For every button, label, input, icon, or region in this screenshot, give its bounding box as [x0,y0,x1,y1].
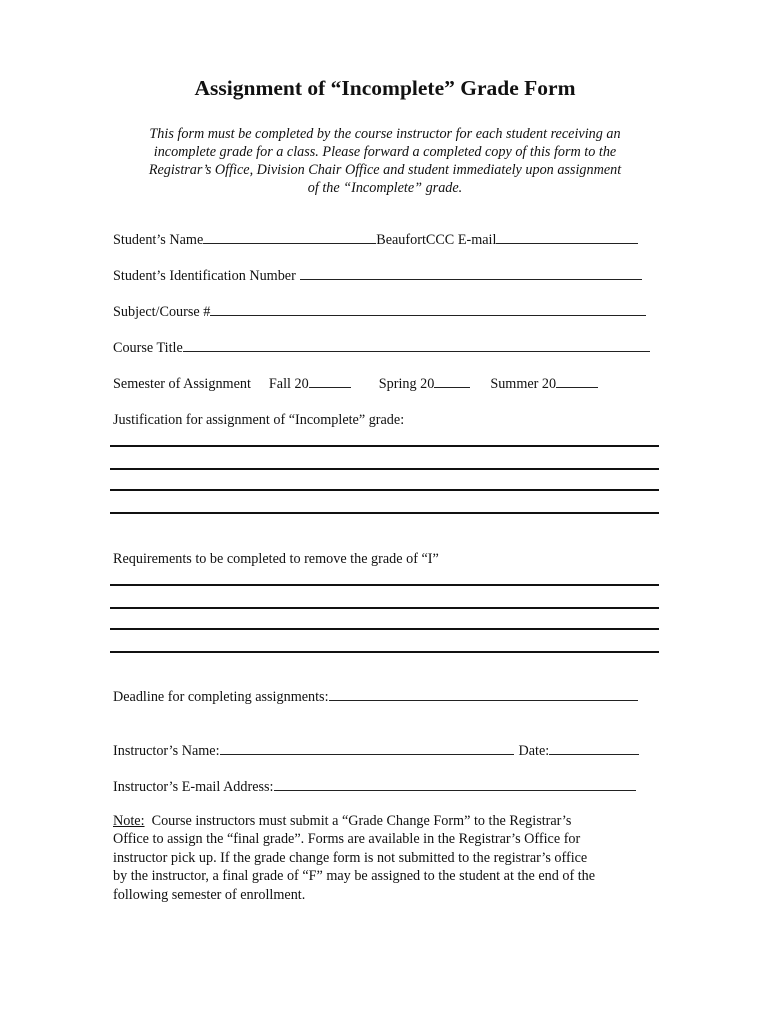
requirements-row [113,551,439,568]
course-title-field[interactable] [183,350,650,352]
spring-year-field[interactable] [434,386,470,388]
subject-course-row [113,304,646,321]
student-id-row [113,268,642,285]
date-label: Date: [518,743,550,759]
note-label: Note: [113,813,145,829]
spring-label: Spring 20 [378,376,435,392]
note-paragraph [113,812,653,904]
justification-line[interactable] [110,512,659,514]
deadline-row [113,689,638,706]
date-field[interactable] [549,753,639,755]
summer-year-field[interactable] [556,386,598,388]
instructions-line: of the “Incomplete” grade. [307,180,463,196]
student-id-field[interactable] [300,278,642,280]
instructor-email-row [113,779,636,796]
form-instructions [120,125,650,197]
semester-label: Semester of Assignment [113,376,251,392]
instructor-name-label: Instructor’s Name: [113,743,220,759]
instructor-name-row [113,743,639,760]
subject-course-field[interactable] [210,314,646,316]
requirements-label: Requirements to be completed to remove the grade of “I” [113,551,439,567]
requirements-line[interactable] [110,607,659,609]
email-label: BeaufortCCC E-mail [376,232,497,248]
instructions-line: Registrar’s Office, Division Chair Office and student immediately upon assignment [148,162,622,178]
instructor-email-label: Instructor’s E-mail Address: [113,779,274,795]
justification-label: Justification for assignment of “Incomplete” grade: [113,412,405,428]
deadline-label: Deadline for completing assignments: [113,689,329,705]
student-name-label: Student’s Name [113,232,204,248]
note-line: Course instructors must submit a “Grade Change Form” to the Registrar’s [151,813,572,829]
form-title: Assignment of “Incomplete” Grade Form [194,76,576,100]
student-name-field[interactable] [203,242,376,244]
email-field[interactable] [496,242,638,244]
student-name-row [113,232,638,249]
instructions-line: incomplete grade for a class. Please forward a completed copy of this form to the [153,144,617,160]
requirements-line[interactable] [110,628,659,630]
justification-row [113,412,404,429]
fall-year-field[interactable] [309,386,351,388]
justification-line[interactable] [110,468,659,470]
justification-line[interactable] [110,489,659,491]
requirements-line[interactable] [110,651,659,653]
note-line: following semester of enrollment. [113,886,306,903]
justification-line[interactable] [110,445,659,447]
summer-label: Summer 20 [490,376,557,392]
course-title-row [113,340,650,357]
deadline-field[interactable] [329,699,638,701]
course-title-label: Course Title [113,340,183,356]
instructor-name-field[interactable] [220,753,514,755]
requirements-line[interactable] [110,584,659,586]
fall-label: Fall 20 [268,376,309,392]
note-line: instructor pick up. If the grade change form is not submitted to the registrar’s office [113,849,588,866]
student-id-label: Student’s Identification Number [113,268,296,284]
semester-row [113,376,598,393]
subject-course-label: Subject/Course # [113,304,211,320]
instructions-line: This form must be completed by the course instructor for each student receiving an [149,126,621,142]
instructor-email-field[interactable] [274,789,636,791]
note-line: Office to assign the “final grade”. Forms are available in the Registrar’s Office for [113,831,581,848]
note-line: by the instructor, a final grade of “F” may be assigned to the student at the end of the [113,868,596,885]
